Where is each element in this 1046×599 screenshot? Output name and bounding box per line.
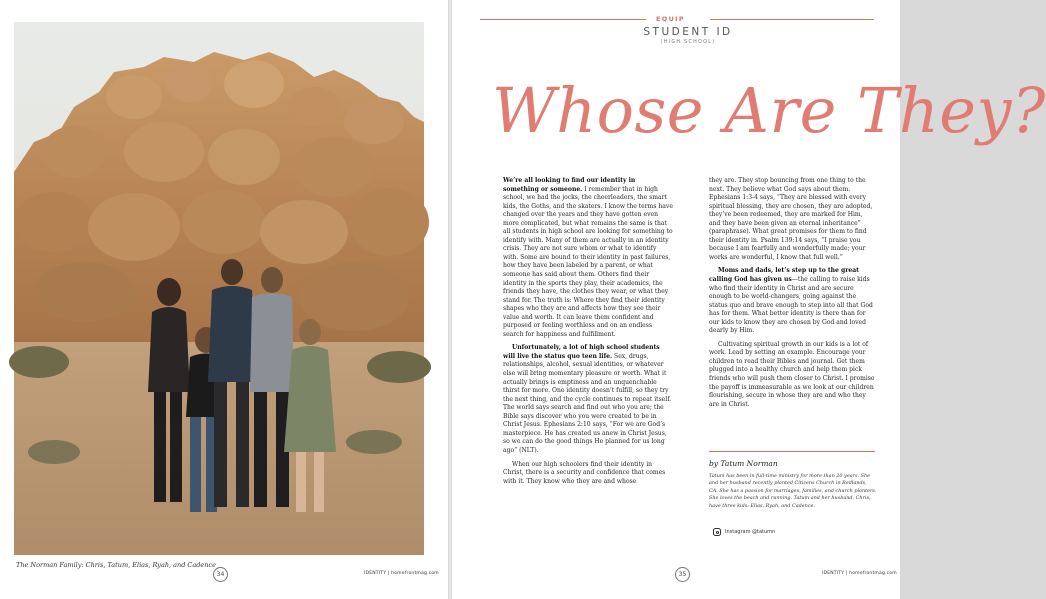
paragraph-lead: We’re all looking to find our identity in something or someone.	[503, 177, 636, 193]
page-number-right: 35	[675, 567, 690, 582]
section-subtitle: (HIGH SCHOOL)	[660, 40, 716, 45]
paragraph	[503, 177, 673, 339]
left-page	[0, 0, 448, 599]
header-rule-left	[480, 19, 646, 20]
section-label: EQUIP	[656, 15, 685, 23]
paragraph-lead: Unfortunately, a lot of high school students will live the status quo teen life.	[503, 344, 660, 360]
photo-caption: The Norman Family: Chris, Tatum, Elias, Ryah, and Cadence	[16, 561, 216, 569]
paragraph-body: Sex, drugs, relationships, alcohol, sexual identities, or whatever else will bring momentary pleasure or worth. What it actually brings is emptiness and an unquenchable thirst for more. One identity doesn’t fulfill, so they try the next thing, and the cycle continues to repeat itself. The world says search and find out who you are; the Bible says discover who you were created to be in Christ Jesus. Ephesians 2:10 says, “For we are God’s masterpiece. He has created us anew in Christ Jesus, so we can do the good things He planned for us long ago” (NLT).	[503, 352, 672, 454]
byline-rule	[709, 451, 875, 452]
paragraph: Cultivating spiritual growth in our kids is a lot of work. Lead by setting an example. Encourage your children to read their Bibles and journal. Get them plugged into a healthy church and help them pick friends who will push them closer to Christ. I promise the payoff is immeasurable as we look at our children flourishing, secure in whose they are and who they are in Christ.	[709, 340, 875, 408]
paragraph	[709, 267, 875, 335]
instagram-handle-row	[713, 528, 775, 536]
page-number-left: 34	[213, 567, 228, 582]
article-headline: Whose Are They?	[492, 74, 1046, 147]
site-url-left: IDENTITY | homefrontmag.com	[364, 571, 439, 576]
author-byline: by Tatum Norman	[709, 459, 778, 468]
instagram-icon	[713, 528, 721, 536]
paragraph-lead: Moms and dads, let’s step up to the great calling God has given us	[709, 267, 859, 284]
body-column-2	[709, 177, 875, 414]
paragraph	[503, 344, 673, 455]
header-rule-right	[710, 19, 874, 20]
paragraph-body: I remember that in high school, we had the jocks, the cheerleaders, the smart kids, the Goths, and the skaters. I know the terms have changed over the years and they have gotten even more complicated, but what remains the same is that all students in high school are looking for something to identify with. Many of them are actually in an identity crisis. They are not sure whom or what to identify with. Some are bound to their identity in past failures, how they have been labeled by a parent, or what someone has said about them. Others find their identity in the sports they play, their academics, the friends they have, the clothes they wear, or what they stand for. The truth is: Where they find their identity shapes who they are and affects how they see their value and worth. It can leave them confident and purposed or feeling worthless and on an endless search for happiness and fulfillment.	[503, 185, 673, 338]
paragraph: When our high schoolers find their identity in Christ, there is a security and confidence that comes with it. They know who they are and whose	[503, 460, 666, 485]
body-column-1	[503, 177, 673, 491]
family-photo	[14, 22, 424, 555]
paragraph: they are. They stop bouncing from one thing to the next. They believe what God says about them. Ephesians 1:3-4 says, “They are blessed with every spiritual blessing, they are chosen, they are adopted, they’ve been redeemed, they are marked for Him, and they have been given an eternal inheritance” (paraphrase). What great promises for them to find their identity in. Psalm 139:14 says, “I praise you because I am fearfully and wonderfully made; your works are wonderful, I know that full well.”	[709, 177, 873, 261]
section-title: STUDENT ID	[643, 26, 733, 38]
site-url-right: IDENTITY | homefrontmag.com	[822, 571, 897, 576]
paragraph-body: —the calling to raise kids who find their identity in Christ and are secure enough to be world-changers, going against the status quo and brave enough to step into all that God has for them. What better identity is there than for our kids to know they are chosen by God and loved dearly by Him.	[709, 276, 873, 335]
author-bio: Tatum has been in full-time ministry for more than 20 years. She and her husband recently planted Citizens Church in Redlands, CA. She has a passion for marriages, families, and church planters. She loves the beach and running. Tatum and her husband, Chris, have three kids: Elias, Ryah, and Cadence.	[709, 473, 877, 509]
instagram-handle[interactable]: Instagram @tatumn	[725, 529, 776, 535]
